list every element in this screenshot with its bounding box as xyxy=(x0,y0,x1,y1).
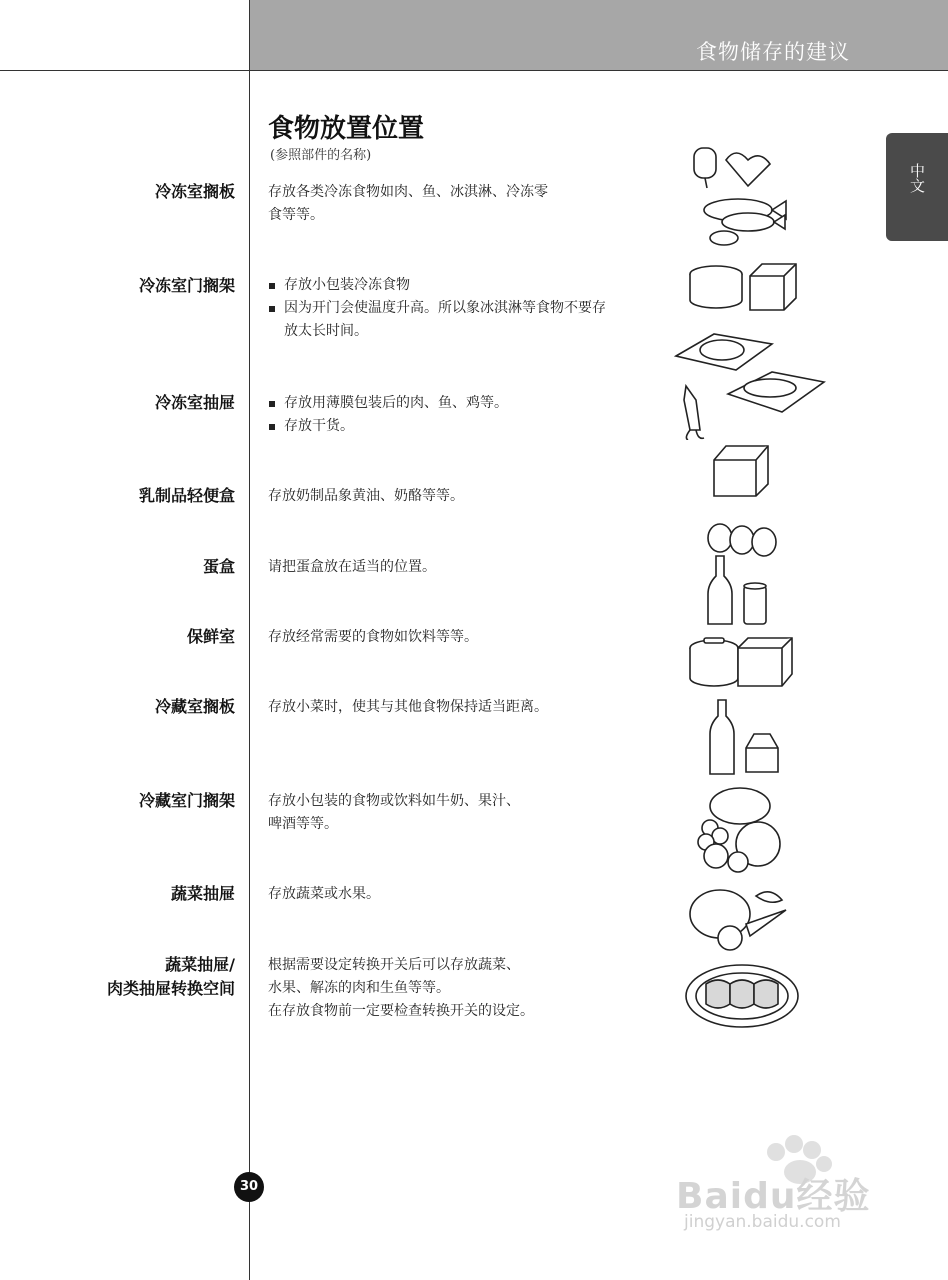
row-label-fresh-room: 保鲜室 xyxy=(186,627,235,646)
wrapped-meat-fish-illustration xyxy=(672,328,828,440)
row-text-convertible-drawer xyxy=(268,954,618,1023)
section-subtitle: (参照部件的名称) xyxy=(270,148,372,163)
text-line: 在存放食物前一定要检查转换开关的设定。 xyxy=(268,1003,534,1019)
text-line: 请把蛋盒放在适当的位置。 xyxy=(268,559,436,575)
frozen-package-illustration xyxy=(686,258,798,316)
text-line: 存放小包装的食物或饮料如牛奶、果汁、 xyxy=(268,793,520,809)
bullet-item: 存放用薄膜包装后的肉、鱼、鸡等。 xyxy=(268,392,618,415)
section-title: 食物放置位置 xyxy=(268,114,425,144)
page-header-title: 食物储存的建议 xyxy=(696,40,850,64)
row-label-vegetable-drawer: 蔬菜抽屉 xyxy=(170,884,235,903)
header-rule xyxy=(0,70,948,71)
text-line: 存放各类冷冻食物如肉、鱼、冰淇淋、冷冻零 xyxy=(268,184,548,200)
bullet-item: 存放干货。 xyxy=(268,415,618,438)
row-text-freezer-drawer xyxy=(268,392,618,438)
row-label-freezer-door-shelf: 冷冻室门搁架 xyxy=(138,276,235,295)
row-text-fridge-shelf xyxy=(268,696,618,719)
bottle-carton-illustration xyxy=(706,698,782,778)
row-label-fridge-shelf: 冷藏室搁板 xyxy=(154,697,235,716)
page-number: 30 xyxy=(234,1172,264,1202)
text-line: 存放蔬菜或水果。 xyxy=(268,886,380,902)
language-tab[interactable] xyxy=(886,133,948,241)
ice-cream-fish-illustration xyxy=(686,142,796,252)
margin-rule xyxy=(249,0,250,1280)
text-line: 存放奶制品象黄油、奶酪等等。 xyxy=(268,488,464,504)
bullet-item: 存放小包装冷冻食物 xyxy=(268,274,608,297)
row-label-convertible-drawer xyxy=(107,953,235,1001)
fruit-illustration xyxy=(688,782,784,878)
text-line: 存放小菜时，使其与其他食物保持适当距离。 xyxy=(268,699,548,715)
watermark-brand: Baidu经验 xyxy=(676,1176,871,1217)
meat-plate-illustration xyxy=(684,962,802,1030)
egg-bottle-illustration xyxy=(702,520,782,630)
text-line: 存放经常需要的食物如饮料等等。 xyxy=(268,629,478,645)
text-line: 食等等。 xyxy=(268,207,324,223)
language-tab-label: 中文 xyxy=(908,163,926,193)
row-label-freezer-drawer: 冷冻室抽屉 xyxy=(154,393,235,412)
bullet-item: 因为开门会使温度升高。所以象冰淇淋等食物不要存放太长时间。 xyxy=(268,297,608,343)
row-label-freezer-shelf: 冷冻室搁板 xyxy=(154,182,235,201)
row-text-freezer-shelf xyxy=(268,181,618,227)
row-label-fridge-door-shelf: 冷藏室门搁架 xyxy=(138,791,235,810)
label-line: 蔬菜抽屉/ xyxy=(165,955,235,974)
row-text-fresh-room xyxy=(268,626,618,649)
row-text-vegetable-drawer xyxy=(268,883,618,906)
vegetables-illustration xyxy=(686,880,794,954)
watermark-url: jingyan.baidu.com xyxy=(684,1212,841,1232)
label-line: 肉类抽屉转换空间 xyxy=(106,979,235,998)
row-text-egg-box xyxy=(268,556,618,579)
dairy-box-illustration xyxy=(710,442,772,498)
text-line: 啤酒等等。 xyxy=(268,816,338,832)
row-text-dairy-box xyxy=(268,485,618,508)
row-text-fridge-door-shelf xyxy=(268,790,618,836)
storage-containers-illustration xyxy=(686,634,796,692)
text-line: 根据需要设定转换开关后可以存放蔬菜、 xyxy=(268,957,520,973)
text-line: 水果、解冻的肉和生鱼等等。 xyxy=(268,980,450,996)
header-band xyxy=(250,0,948,70)
row-label-dairy-box: 乳制品轻便盒 xyxy=(138,486,235,505)
row-text-freezer-door-shelf xyxy=(268,274,608,343)
row-label-egg-box: 蛋盒 xyxy=(202,557,235,576)
